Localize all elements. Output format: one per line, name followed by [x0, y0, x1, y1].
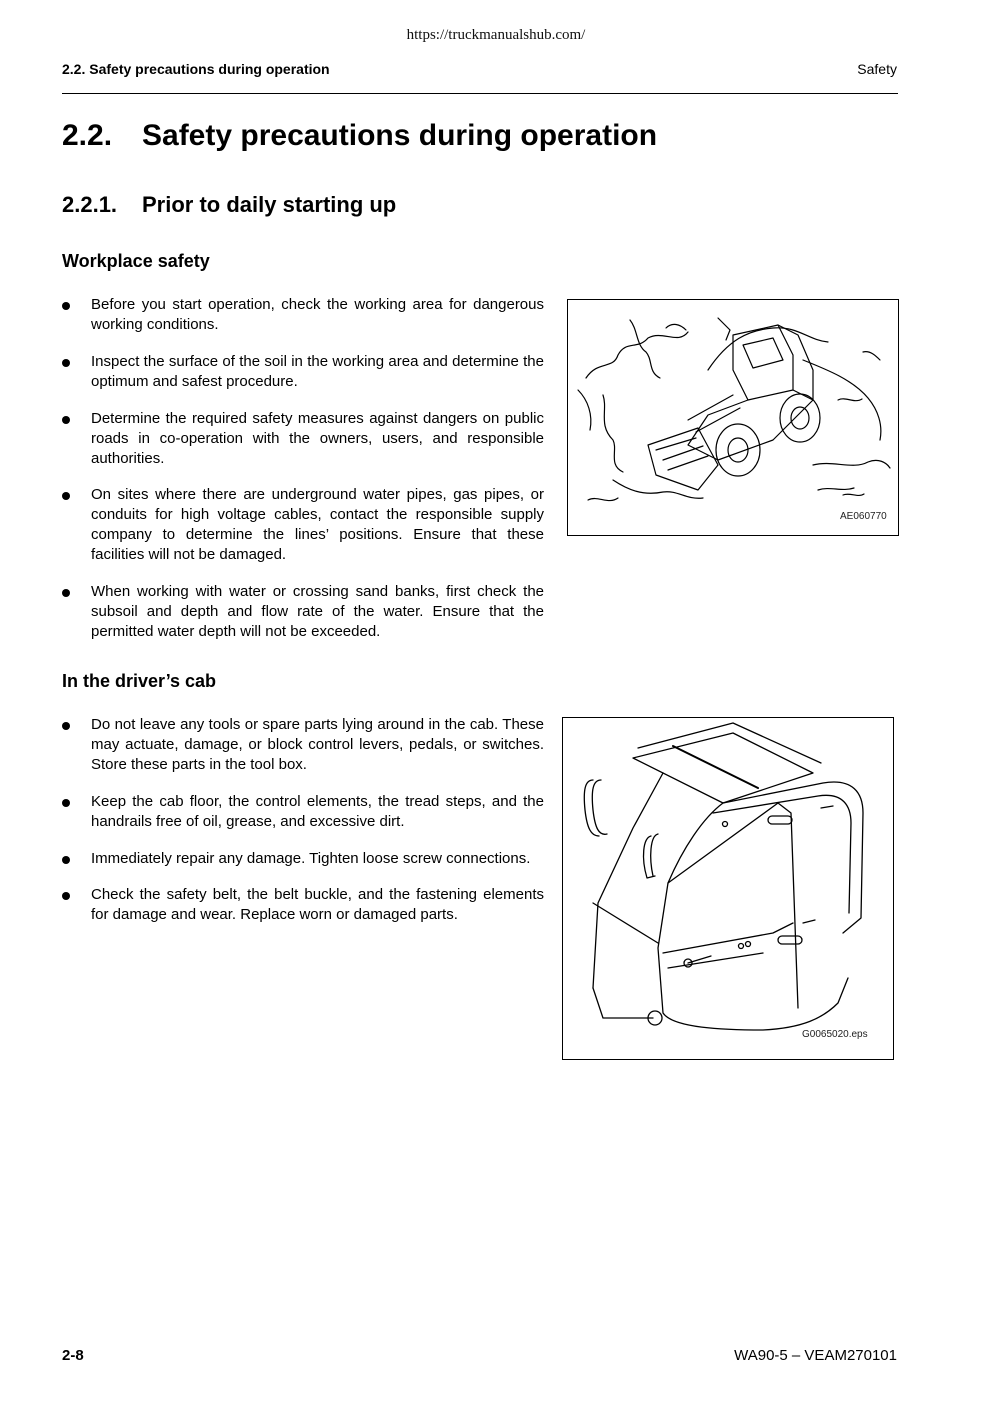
- bullet-icon: [62, 416, 70, 424]
- bullet-icon: [62, 799, 70, 807]
- page-title-number: 2.2.: [62, 119, 113, 152]
- list-item: When working with water or crossing sand banks, first check the subsoil and depth and flow rate of the water. Ensure that the permitted water depth will not be exceeded.: [62, 582, 544, 642]
- bullet-icon: [62, 722, 70, 730]
- list-item: On sites where there are underground water pipes, gas pipes, or conduits for high voltage cables, contact the responsible supply company to determine the lines’ positions. Ensure that these facilities will not be damaged.: [62, 485, 544, 565]
- bullet-icon: [62, 856, 70, 864]
- section-title-text: Prior to daily starting up: [142, 192, 397, 217]
- header-divider: [62, 93, 898, 94]
- wheel-loader-figure: [567, 299, 899, 536]
- section-title: [62, 192, 396, 218]
- list-item: Do not leave any tools or spare parts lying around in the cab. These may actuate, damage, or block control levers, pedals, or switches. Store these parts in the tool box.: [62, 715, 544, 775]
- bullet-icon: [62, 359, 70, 367]
- wheel-loader-illustration: [568, 300, 898, 535]
- page-title-text: Safety precautions during operation: [142, 119, 658, 152]
- running-header-section: 2.2. Safety precautions during operation: [62, 61, 330, 77]
- section-title-number: 2.2.1.: [62, 192, 118, 217]
- list-item: Determine the required safety measures against dangers on public roads in co-operation with the owners, users, and responsible authorities.: [62, 409, 544, 469]
- figure-label-g0065020: G0065020.eps: [802, 1029, 868, 1040]
- cab-illustration: [563, 718, 893, 1059]
- list-item: Check the safety belt, the belt buckle, and the fastening elements for damage and wear. Replace worn or damaged parts.: [62, 885, 544, 925]
- cab-list: [62, 715, 544, 925]
- running-header-chapter: Safety: [857, 61, 897, 77]
- source-url[interactable]: https://truckmanualshub.com/: [406, 27, 586, 43]
- figure-label-ae060770: AE060770: [840, 511, 887, 522]
- list-item: Before you start operation, check the working area for dangerous working conditions.: [62, 295, 544, 335]
- bullet-icon: [62, 892, 70, 900]
- list-item: Inspect the surface of the soil in the working area and determine the optimum and safest procedure.: [62, 352, 544, 392]
- page-title: [62, 119, 657, 153]
- bullet-icon: [62, 492, 70, 500]
- cab-heading: In the driver’s cab: [62, 671, 217, 691]
- workplace-list: [62, 295, 544, 642]
- list-item: Keep the cab floor, the control elements, the tread steps, and the handrails free of oil, grease, and excessive dirt.: [62, 792, 544, 832]
- page-number: 2-8: [62, 1347, 84, 1364]
- cab-figure: [562, 717, 894, 1060]
- document-id: WA90-5 – VEAM270101: [734, 1347, 897, 1364]
- bullet-icon: [62, 589, 70, 597]
- bullet-icon: [62, 302, 70, 310]
- list-item: Immediately repair any damage. Tighten loose screw connections.: [62, 849, 544, 869]
- workplace-heading: Workplace safety: [62, 251, 210, 271]
